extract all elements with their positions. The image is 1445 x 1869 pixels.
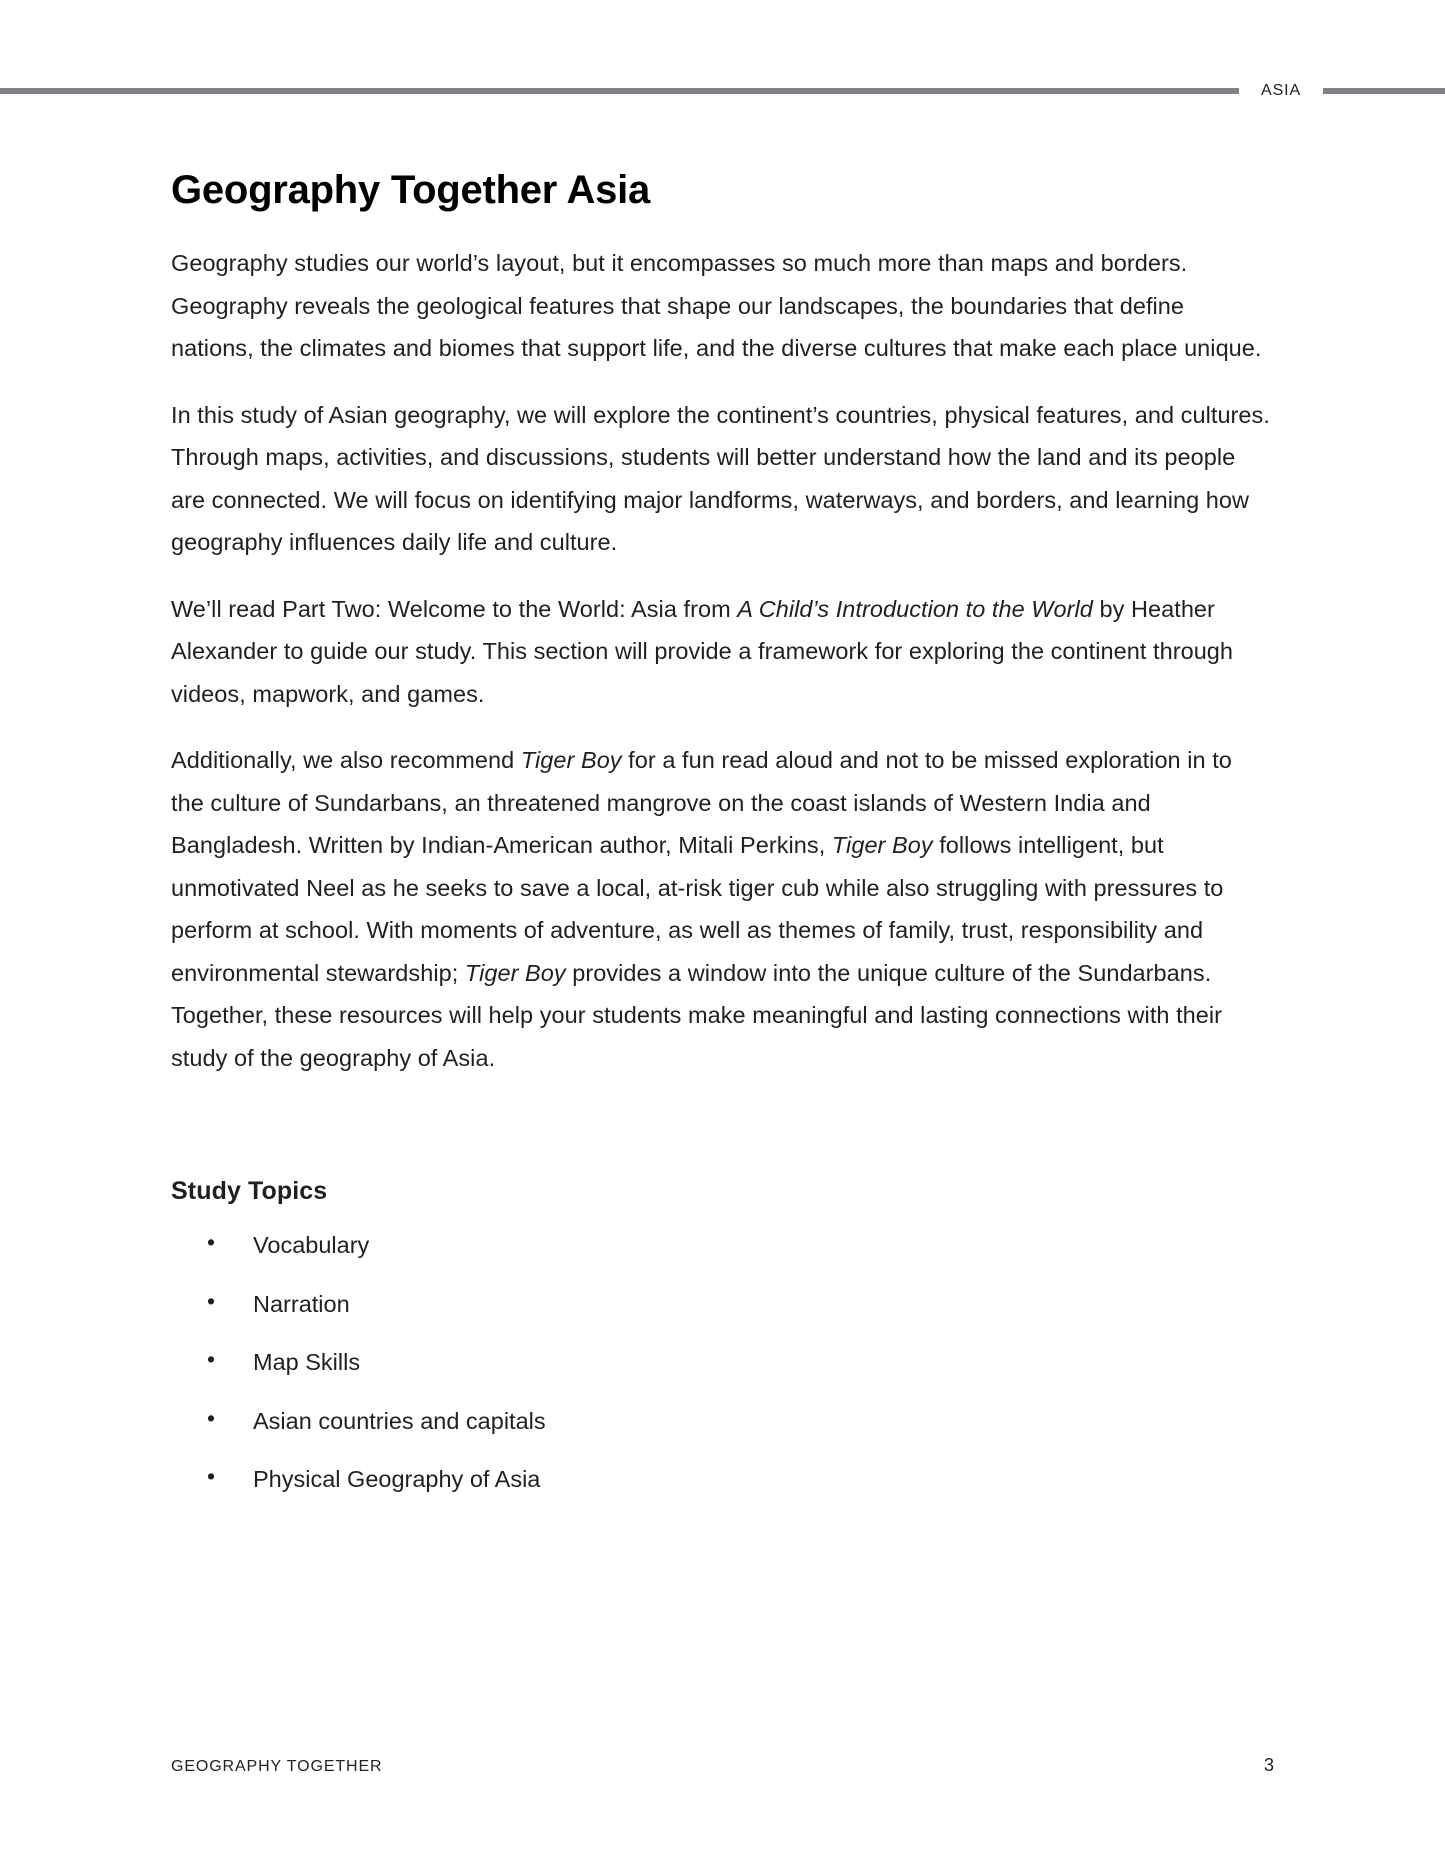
recommendation-text-3: follows intelligent, but unmotivated Neel as he seeks to save a local, at-risk tiger cub while also struggling with pressures to perform at school. With moments of adventure, as well as themes of family, trust, responsibility and environmental stewardship; (171, 832, 1224, 986)
footer-document-label: GEOGRAPHY TOGETHER (171, 1758, 383, 1775)
header-rule-right (1323, 88, 1445, 94)
page-title: Geography Together Asia (171, 168, 651, 212)
header-rule-left (0, 88, 1239, 94)
recommendation-text-4: provides a window into the unique culture of the Sundarbans. Together, these resources will help your students make meaningful and lasting connections with their study of the geography of Asia. (171, 959, 1223, 1071)
list-item: • Narration (171, 1293, 1271, 1317)
intro-paragraph-1: Geography studies our world’s layout, but it encompasses so much more than maps and borders. Geography reveals the geological features that shape our landscapes, the boundaries that define nations, the climates and biomes that support life, and the diverse cultures that make each place unique. (171, 250, 1262, 361)
study-topics-heading: Study Topics (171, 1177, 328, 1205)
page-number: 3 (1263, 1755, 1274, 1775)
recommendation-text-1: Additionally, we also recommend (171, 747, 521, 773)
book-title-tiger-boy-1: Tiger Boy (520, 747, 622, 773)
book-title-tiger-boy-3: Tiger Boy (464, 959, 566, 986)
running-footer (171, 1755, 1274, 1776)
reading-text-1: We’ll read Part Two: Welcome to the World: Asia from (171, 595, 738, 622)
list-item: • Physical Geography of Asia (171, 1468, 1271, 1492)
recommendation-text-2: for a fun read aloud and not to be missed exploration in to the culture of Sundarbans, an threatened mangrove on the coast islands of Western India and Bangladesh. Written by Indian-American author, Mitali Perkins, (171, 747, 1232, 858)
book-title-tiger-boy-2: Tiger Boy (831, 832, 933, 858)
list-item: • Map Skills (171, 1351, 1271, 1375)
list-item: • Vocabulary (171, 1234, 1271, 1258)
document-content (171, 168, 1271, 1527)
reading-assignment-paragraph (171, 588, 1271, 716)
running-header (0, 82, 1445, 100)
intro-paragraph-2: In this study of Asian geography, we will explore the continent’s countries, physical features, and cultures. Through maps, activities, and discussions, students will better understand how the land and its people are connected. We will focus on identifying major landforms, waterways, and borders, and learning how geography influences daily life and culture. (171, 401, 1270, 555)
book-title-childs-introduction: A Child’s Introduction to the World (737, 595, 1093, 622)
header-section-label: ASIA (1261, 82, 1301, 99)
study-topics-list (171, 1234, 1271, 1492)
recommendation-paragraph (171, 739, 1271, 1079)
reading-text-2: by Heather Alexander to guide our study. This section will provide a framework for exploring the continent through videos, mapwork, and games. (171, 595, 1234, 707)
list-item: • Asian countries and capitals (171, 1410, 1271, 1434)
